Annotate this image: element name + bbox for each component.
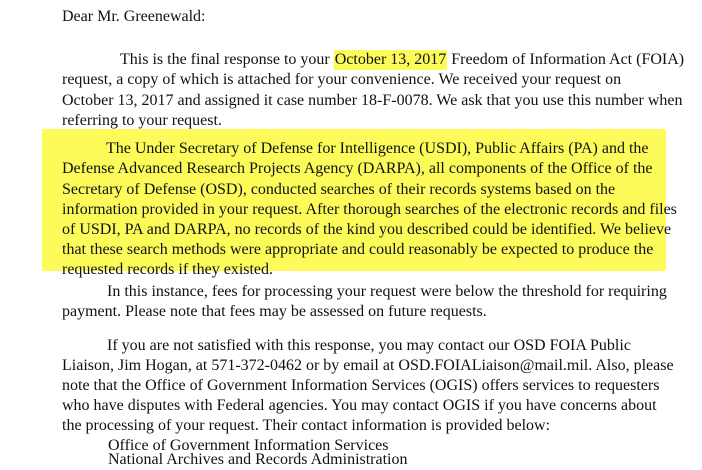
address-line-2: National Archives and Records Administration (108, 451, 408, 468)
paragraph-4-line-4: who have disputes with Federal agencies. You may contact OGIS if you have concerns about (62, 397, 657, 414)
paragraph-2-line-1: The Under Secretary of Defense for Intelligence (USDI), Public Affairs (PA) and the (106, 140, 649, 157)
address-line-1: Office of Government Information Services (108, 437, 389, 454)
address-line-2-clip (108, 450, 408, 468)
paragraph-1-line-1-end: Freedom of Information Act (FOIA) (447, 51, 685, 68)
highlighted-date: October 13, 2017 (334, 51, 447, 68)
salutation: Dear Mr. Greenewald: (62, 8, 206, 25)
paragraph-3-line-2: payment. Please note that fees may be assessed on future requests. (62, 303, 487, 320)
paragraph-2-line-2: Defense Advanced Research Projects Agency (DARPA), all components of the Office of the (62, 160, 653, 177)
paragraph-4-line-2: Liaison, Jim Hogan, at 571-372-0462 or by email at OSD.FOIALiaison@mail.mil. Also, please (62, 357, 674, 374)
paragraph-2-line-7: requested records if they existed. (62, 261, 274, 278)
paragraph-2-line-5: of USDI, PA and DARPA, no records of the kind you described could be identified. We believe (62, 221, 672, 238)
paragraph-4-line-5: the processing of your request. Their contact information is provided below: (62, 417, 551, 434)
paragraph-4-line-3: note that the Office of Government Information Services (OGIS) offers services to requesters (62, 377, 660, 394)
paragraph-1-line-2: request, a copy of which is attached for your convenience. We received your request on (62, 71, 622, 88)
paragraph-1-line-1 (120, 50, 684, 70)
paragraph-3-line-1: In this instance, fees for processing your request were below the threshold for requiring (107, 283, 667, 300)
paragraph-2-line-3: Secretary of Defense (OSD), conducted searches of their records systems based on the (62, 181, 616, 198)
paragraph-2-line-6: that these search methods were appropriate and could reasonably be expected to produce the (62, 241, 654, 258)
paragraph-2-line-4: information provided in your request. After thorough searches of the electronic records and files (62, 201, 677, 218)
paragraph-1-line-3: October 13, 2017 and assigned it case number 18-F-0078. We ask that you use this number when (62, 92, 683, 109)
paragraph-4-line-1: If you are not satisfied with this response, you may contact our OSD FOIA Public (107, 337, 631, 354)
paragraph-1-line-4: referring to your request. (62, 112, 222, 129)
paragraph-1-line-1-start: This is the final response to your (120, 51, 334, 68)
